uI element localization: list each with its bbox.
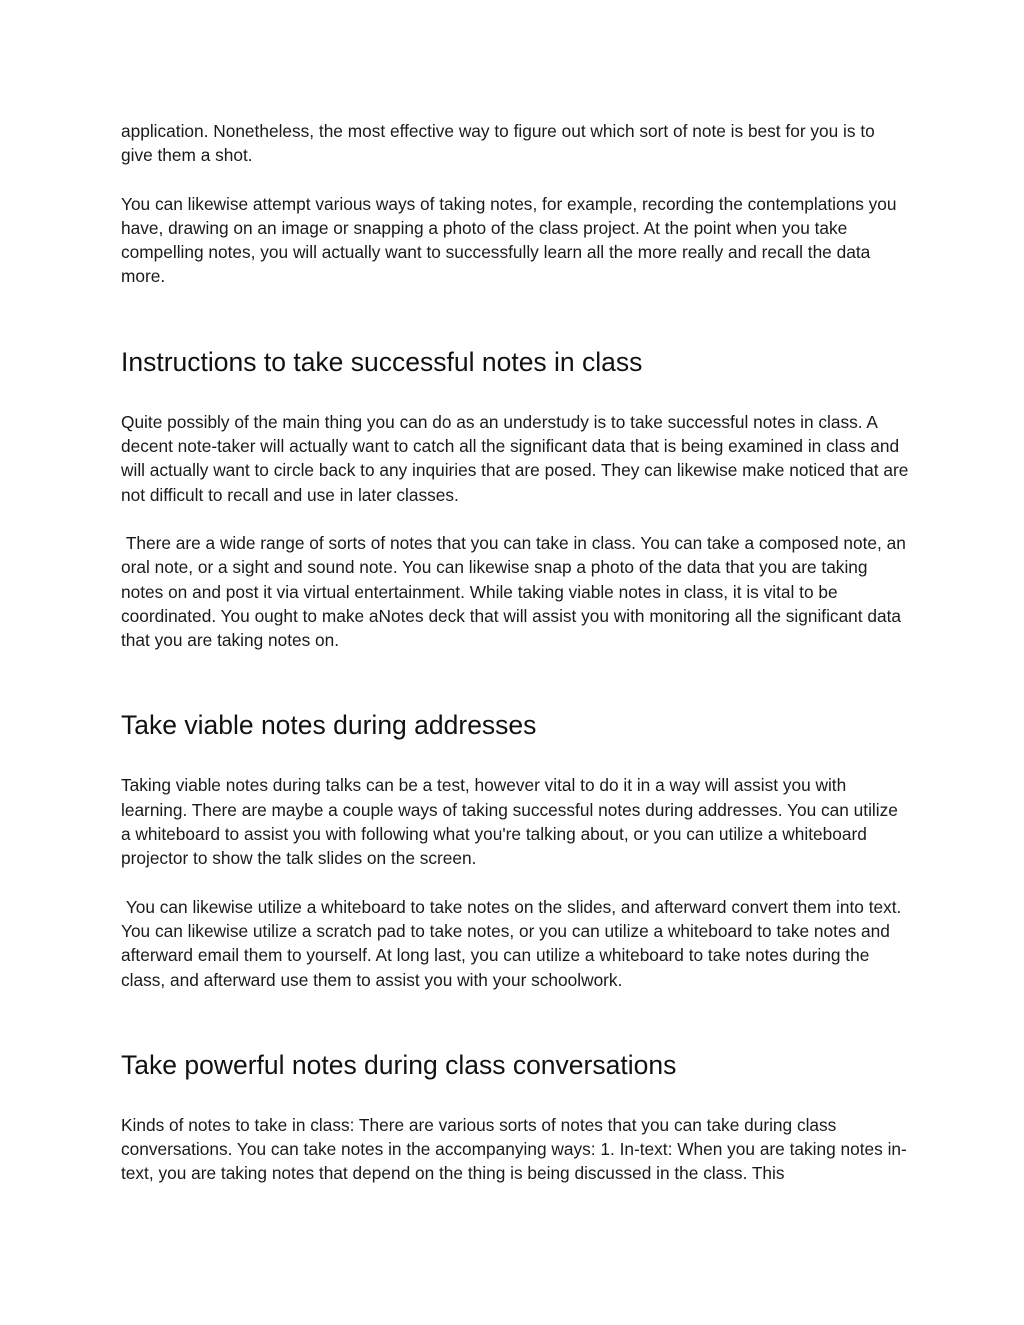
paragraph: You can likewise utilize a whiteboard to take notes on the slides, and afterward convert them into text. You can likewise utilize a scratch pad to take notes, or you can utilize a whiteboard to take notes and afterward email them to yourself. At long last, you can utilize a whiteboard to take notes during the class, and afterward use them to assist you with your schoolwork. [121, 896, 906, 990]
paragraph: Taking viable notes during talks can be a test, however vital to do it in a way will assist you with learning. There are maybe a couple ways of taking successful notes during addresses. You can utilize a whiteboard to assist you with following what you're talking about, or you can utilize a whiteboard projector to show the talk slides on the screen. [121, 775, 903, 869]
section-heading: Instructions to take successful notes in class [121, 346, 643, 377]
paragraph: Kinds of notes to take in class: There are various sorts of notes that you can take during class conversations. You can take notes in the accompanying ways: 1. In-text: When you are taking notes in-text, you are taking notes that depend on the thing is being discussed in the class. This [121, 1114, 907, 1184]
paragraph: application. Nonetheless, the most effective way to figure out which sort of note is best for you is to give them a shot. [121, 121, 880, 166]
section-heading: Take viable notes during addresses [121, 710, 537, 741]
paragraph: Quite possibly of the main thing you can do as an understudy is to take successful notes in class. A decent note-taker will actually want to catch all the significant data that is being examined in class and will actually want to circle back to any inquiries that are posed. They can likewise make noticed that are not difficult to recall and use in later classes. [121, 411, 914, 505]
paragraph: There are a wide range of sorts of notes that you can take in class. You can take a composed note, an oral note, or a sight and sound note. You can likewise snap a photo of the data that you are taking notes on and post it via virtual entertainment. While taking viable notes in class, it is vital to be coordinated. You ought to make aNotes deck that will assist you with monitoring all the significant data that you are taking notes on. [121, 532, 911, 651]
paragraph: You can likewise attempt various ways of taking notes, for example, recording the contemplations you have, drawing on an image or snapping a photo of the class project. At the point when you take compelling notes, you will actually want to successfully learn all the more really and recall the data more. [121, 193, 902, 287]
section-heading: Take powerful notes during class conversations [121, 1049, 677, 1080]
document-page [121, 119, 914, 1186]
